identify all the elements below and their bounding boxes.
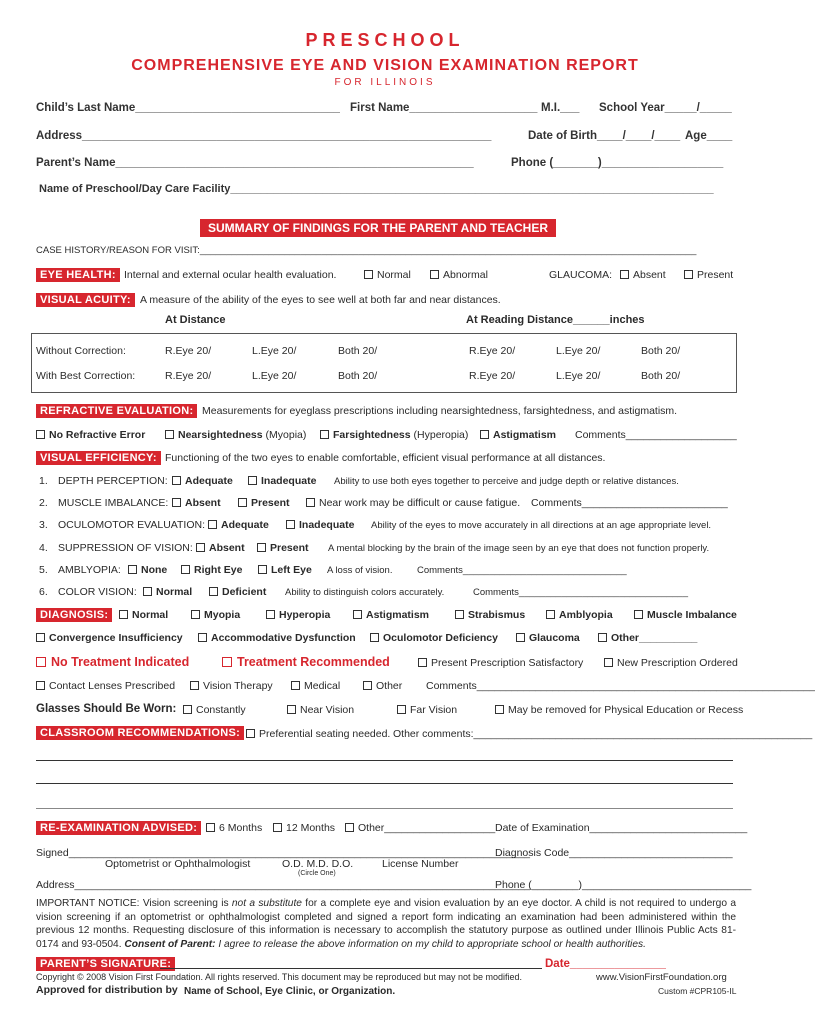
checkbox-icon bbox=[257, 543, 266, 552]
both-reading-with[interactable]: Both 20/ bbox=[641, 370, 681, 382]
option-label: No Treatment Indicated bbox=[51, 655, 190, 669]
option-label: No Refractive Error bbox=[49, 429, 146, 441]
checkbox-icon bbox=[273, 823, 282, 832]
option-label: Oculomotor Deficiency bbox=[383, 632, 498, 644]
checkbox-icon bbox=[196, 543, 205, 552]
checkbox-icon bbox=[119, 610, 128, 619]
diagnosis-astigmatism-checkbox[interactable] bbox=[353, 609, 429, 621]
option-label: 6 Months bbox=[219, 822, 263, 834]
farsightedness-checkbox[interactable] bbox=[320, 429, 468, 441]
option-label: Far Vision bbox=[410, 704, 458, 716]
option-label: Preferential seating needed. bbox=[259, 728, 391, 740]
suppression-present-checkbox[interactable] bbox=[257, 542, 309, 554]
glasses-far-checkbox[interactable] bbox=[397, 704, 457, 716]
refractive-desc: Measurements for eyeglass prescriptions including nearsightedness, farsightedness, and astigmatism. bbox=[202, 405, 678, 417]
approved-label: Approved for distribution by bbox=[36, 984, 178, 996]
optometrist-caption: Optometrist or Ophthalmologist bbox=[105, 858, 251, 870]
diagnosis-code-field[interactable]: Diagnosis Code____________________________ bbox=[495, 847, 733, 859]
last-name-field[interactable]: Child’s Last Name________________________________ bbox=[36, 102, 340, 114]
no-treatment-checkbox[interactable] bbox=[36, 655, 189, 669]
diagnosis-glaucoma-checkbox[interactable] bbox=[516, 632, 580, 644]
reye-reading-with[interactable]: R.Eye 20/ bbox=[469, 370, 516, 382]
depth-desc: Ability to use both eyes together to perceive and judge depth or relative distances. bbox=[334, 476, 679, 487]
oculomotor-label: OCULOMOTOR EVALUATION: bbox=[58, 519, 206, 531]
checkbox-icon bbox=[209, 587, 218, 596]
checkbox-icon bbox=[364, 270, 373, 279]
muscle-comments-field[interactable]: Comments_________________________ bbox=[531, 497, 728, 509]
suppression-desc: A mental blocking by the brain of the image seen by an eye that does not function properly. bbox=[328, 543, 710, 554]
doctor-phone-field[interactable]: Phone (________)_____________________________ bbox=[495, 879, 752, 891]
muscle-imbalance-label: MUSCLE IMBALANCE: bbox=[58, 497, 169, 509]
visual-efficiency-desc: Functioning of the two eyes to enable comfortable, efficient visual performance at all distances. bbox=[165, 452, 606, 464]
checkbox-icon bbox=[165, 430, 174, 439]
checkbox-icon bbox=[190, 681, 199, 690]
option-label: Glaucoma bbox=[529, 632, 580, 644]
option-label: Medical bbox=[304, 680, 341, 692]
muscle-absent-checkbox[interactable] bbox=[172, 497, 221, 509]
no-refractive-error-checkbox[interactable] bbox=[36, 429, 145, 441]
diagnosis-tag: DIAGNOSIS: bbox=[36, 608, 112, 622]
checkbox-icon bbox=[143, 587, 152, 596]
color-comments-field[interactable]: Comments________________________________ bbox=[473, 587, 688, 598]
option-label: Constantly bbox=[196, 704, 246, 716]
re-examination-tag: RE-EXAMINATION ADVISED: bbox=[36, 821, 201, 835]
option-label: Muscle Imbalance bbox=[647, 609, 737, 621]
glasses-label: Glasses Should Be Worn: bbox=[36, 703, 177, 715]
diagnosis-other-checkbox[interactable] bbox=[598, 632, 697, 644]
website-link[interactable]: www.VisionFirstFoundation.org bbox=[596, 972, 727, 983]
checkbox-icon bbox=[258, 565, 267, 574]
parents-signature-tag: PARENT’S SIGNATURE: bbox=[36, 957, 175, 971]
checkbox-icon bbox=[306, 498, 315, 507]
eye-health-tag: EYE HEALTH: bbox=[36, 268, 120, 282]
checkbox-icon bbox=[430, 270, 439, 279]
parent-date-field[interactable]: Date_______________ bbox=[545, 958, 666, 970]
checkbox-icon bbox=[363, 681, 372, 690]
checkbox-icon bbox=[222, 657, 232, 667]
refractive-evaluation-tag: REFRACTIVE EVALUATION: bbox=[36, 404, 197, 418]
section-divider bbox=[36, 808, 733, 809]
checkbox-icon bbox=[248, 476, 257, 485]
option-label: New Prescription Ordered bbox=[617, 657, 738, 669]
option-label: None bbox=[141, 564, 168, 576]
degree-options[interactable]: O.D. M.D. D.O. bbox=[282, 858, 354, 870]
option-label: Farsightedness bbox=[333, 429, 411, 441]
color-deficient-checkbox[interactable] bbox=[209, 586, 266, 598]
reexam-6-months-checkbox[interactable] bbox=[206, 822, 262, 834]
option-label: Near Vision bbox=[300, 704, 355, 716]
option-label: 12 Months bbox=[286, 822, 336, 834]
both-distance-without[interactable]: Both 20/ bbox=[338, 345, 378, 357]
summary-heading: SUMMARY OF FINDINGS FOR THE PARENT AND TEACHER bbox=[200, 219, 556, 237]
checkbox-icon bbox=[418, 658, 427, 667]
notice-emphasis: not a substitute bbox=[231, 898, 302, 909]
option-label: Adequate bbox=[221, 519, 269, 531]
checkbox-icon bbox=[495, 705, 504, 714]
depth-inadequate-checkbox[interactable] bbox=[248, 475, 316, 487]
preferential-seating-checkbox[interactable] bbox=[246, 728, 390, 740]
option-label: Present bbox=[697, 269, 734, 281]
option-label: Vision Therapy bbox=[203, 680, 273, 692]
checkbox-icon bbox=[206, 823, 215, 832]
glaucoma-label: GLAUCOMA: bbox=[549, 269, 613, 281]
checkbox-icon bbox=[634, 610, 643, 619]
option-label: Amblyopia bbox=[559, 609, 613, 621]
notice-text: for a complete eye and vision evaluation by an eye doctor. A child is not required to undergo a vision screening if an optometrist or ophthalmologist completed and signed a report form indicating an examination had been administered within the previous 12 months. Requesting disclosure of this information is necessary to accomplish the statutory purpose as outlined under Illinois Public Acts 81-0174 and 93-0504. bbox=[36, 898, 736, 950]
amblyopia-left-eye-checkbox[interactable] bbox=[258, 564, 312, 576]
leye-reading-with[interactable]: L.Eye 20/ bbox=[556, 370, 601, 382]
leye-distance-with[interactable]: L.Eye 20/ bbox=[252, 370, 297, 382]
oculomotor-inadequate-checkbox[interactable] bbox=[286, 519, 354, 531]
present-prescription-checkbox[interactable] bbox=[418, 657, 583, 669]
glaucoma-present-checkbox[interactable] bbox=[684, 269, 733, 281]
option-label: Inadequate bbox=[261, 475, 317, 487]
reye-reading-without[interactable]: R.Eye 20/ bbox=[469, 345, 516, 357]
diagnosis-muscle-imbalance-checkbox[interactable] bbox=[634, 609, 737, 621]
consent-heading: Consent of Parent: bbox=[124, 938, 216, 950]
option-label: Absent bbox=[185, 497, 221, 509]
comment-line[interactable] bbox=[36, 783, 733, 784]
acuity-table bbox=[31, 333, 737, 393]
checkbox-icon bbox=[516, 633, 525, 642]
checkbox-icon bbox=[480, 430, 489, 439]
option-label: Contact Lenses Prescribed bbox=[49, 680, 176, 692]
option-sublabel: (Myopia) bbox=[265, 429, 307, 441]
item-number: 5. bbox=[39, 564, 48, 576]
item-number: 4. bbox=[39, 542, 48, 554]
depth-adequate-checkbox[interactable] bbox=[172, 475, 233, 487]
checkbox-icon bbox=[287, 705, 296, 714]
first-name-field[interactable]: First Name____________________ bbox=[350, 102, 538, 114]
item-number: 3. bbox=[39, 519, 48, 531]
age-field[interactable]: Age____ bbox=[685, 130, 733, 142]
new-prescription-checkbox[interactable] bbox=[604, 657, 738, 669]
treatment-recommended-checkbox[interactable] bbox=[222, 655, 390, 669]
checkbox-icon bbox=[36, 681, 45, 690]
suppression-label: SUPPRESSION OF VISION: bbox=[58, 542, 193, 554]
circle-one-caption: (Circle One) bbox=[298, 870, 336, 877]
glasses-constantly-checkbox[interactable] bbox=[183, 704, 246, 716]
checkbox-icon bbox=[397, 705, 406, 714]
important-notice bbox=[36, 897, 736, 951]
glasses-near-checkbox[interactable] bbox=[287, 704, 354, 716]
glaucoma-absent-checkbox[interactable] bbox=[620, 269, 666, 281]
signed-field[interactable]: Signed_______________________________________________________________________________ bbox=[36, 847, 531, 859]
checkbox-icon bbox=[172, 498, 181, 507]
checkbox-icon bbox=[620, 270, 629, 279]
depth-perception-label: DEPTH PERCEPTION: bbox=[58, 475, 168, 487]
option-label: Accommodative Dysfunction bbox=[211, 632, 356, 644]
astigmatism-checkbox[interactable] bbox=[480, 429, 556, 441]
option-label: Treatment Recommended bbox=[237, 655, 390, 669]
checkbox-icon bbox=[320, 430, 329, 439]
checkbox-icon bbox=[455, 610, 464, 619]
reye-distance-with[interactable]: R.Eye 20/ bbox=[165, 370, 212, 382]
checkbox-icon bbox=[546, 610, 555, 619]
checkbox-icon bbox=[684, 270, 693, 279]
eye-health-normal-checkbox[interactable] bbox=[364, 269, 411, 281]
option-label: Adequate bbox=[185, 475, 233, 487]
option-label: Present bbox=[270, 542, 309, 554]
option-label: Astigmatism bbox=[366, 609, 430, 621]
checkbox-icon bbox=[36, 430, 45, 439]
checkbox-icon bbox=[36, 633, 45, 642]
option-label: Other bbox=[376, 680, 403, 692]
doctor-address-field[interactable]: Address______________________________________________________________________________ bbox=[36, 879, 531, 891]
muscle-present-checkbox[interactable] bbox=[238, 497, 290, 509]
diagnosis-convergence-checkbox[interactable] bbox=[36, 632, 183, 644]
both-distance-with[interactable]: Both 20/ bbox=[338, 370, 378, 382]
color-vision-label: COLOR VISION: bbox=[58, 586, 137, 598]
contact-lenses-checkbox[interactable] bbox=[36, 680, 175, 692]
refractive-comments-field[interactable]: Comments___________________ bbox=[575, 429, 737, 441]
option-label: Right Eye bbox=[194, 564, 243, 576]
diagnosis-strabismus-checkbox[interactable] bbox=[455, 609, 525, 621]
checkbox-icon bbox=[208, 520, 217, 529]
date-of-birth-field[interactable]: Date of Birth____/____/____ bbox=[528, 130, 681, 142]
phone-field[interactable]: Phone (_______)___________________ bbox=[511, 157, 724, 169]
checkbox-icon bbox=[181, 565, 190, 574]
option-label: Convergence Insufficiency bbox=[49, 632, 183, 644]
diagnosis-normal-checkbox[interactable] bbox=[119, 609, 168, 621]
checkbox-icon bbox=[266, 610, 275, 619]
option-sublabel: (Hyperopia) bbox=[413, 429, 469, 441]
reexam-12-months-checkbox[interactable] bbox=[273, 822, 335, 834]
eye-health-abnormal-checkbox[interactable] bbox=[430, 269, 488, 281]
nearsightedness-checkbox[interactable] bbox=[165, 429, 306, 441]
leye-distance-without[interactable]: L.Eye 20/ bbox=[252, 345, 297, 357]
address-field[interactable]: Address________________________________________________________________ bbox=[36, 130, 492, 142]
option-label: Other___________________ bbox=[358, 822, 496, 834]
option-label: Astigmatism bbox=[493, 429, 557, 441]
visual-efficiency-tag: VISUAL EFFICIENCY: bbox=[36, 451, 161, 465]
at-reading-distance-heading[interactable]: At Reading Distance______inches bbox=[466, 314, 645, 326]
checkbox-icon bbox=[246, 729, 255, 738]
checkbox-icon bbox=[183, 705, 192, 714]
item-number: 1. bbox=[39, 475, 48, 487]
date-of-examination-field[interactable]: Date of Examination___________________________ bbox=[495, 822, 748, 834]
option-label: Normal bbox=[132, 609, 169, 621]
form-title: PRESCHOOL bbox=[305, 30, 465, 50]
option-label: Inadequate bbox=[299, 519, 355, 531]
glasses-pe-checkbox[interactable] bbox=[495, 704, 743, 716]
option-label: Normal bbox=[377, 269, 411, 281]
option-label: Absent bbox=[633, 269, 666, 281]
option-label: Other__________ bbox=[611, 632, 698, 644]
custom-form-code: Custom #CPR105-IL bbox=[658, 986, 737, 996]
at-distance-heading: At Distance bbox=[165, 314, 226, 326]
color-desc: Ability to distinguish colors accurately. bbox=[285, 587, 445, 598]
amblyopia-none-checkbox[interactable] bbox=[128, 564, 167, 576]
checkbox-icon bbox=[128, 565, 137, 574]
option-label: Abnormal bbox=[443, 269, 488, 281]
option-label: Present bbox=[251, 497, 290, 509]
checkbox-icon bbox=[198, 633, 207, 642]
reexam-other-checkbox[interactable] bbox=[345, 822, 495, 834]
option-label: May be removed for Physical Education or Recess bbox=[508, 704, 744, 716]
item-number: 6. bbox=[39, 586, 48, 598]
checkbox-icon bbox=[345, 823, 354, 832]
classroom-other-comments-field[interactable]: Other comments:__________________________________________________________ bbox=[393, 728, 813, 740]
option-label: Hyperopia bbox=[279, 609, 331, 621]
oculomotor-desc: Ability of the eyes to move accurately in all directions at an age appropriate level. bbox=[371, 520, 712, 531]
option-label: Normal bbox=[156, 586, 193, 598]
option-label: Absent bbox=[209, 542, 245, 554]
case-history-field[interactable]: CASE HISTORY/REASON FOR VISIT:______________________________________________________________________________________________ bbox=[36, 245, 697, 256]
approved-by-org: Name of School, Eye Clinic, or Organization. bbox=[184, 986, 396, 997]
diagnosis-hyperopia-checkbox[interactable] bbox=[266, 609, 330, 621]
checkbox-icon bbox=[370, 633, 379, 642]
oculomotor-adequate-checkbox[interactable] bbox=[208, 519, 269, 531]
license-number-caption: License Number bbox=[382, 858, 459, 870]
checkbox-icon bbox=[286, 520, 295, 529]
consent-text: I agree to release the above information on my child to appropriate school or health authorities. bbox=[215, 938, 646, 950]
item-number: 2. bbox=[39, 497, 48, 509]
visual-acuity-tag: VISUAL ACUITY: bbox=[36, 293, 135, 307]
notice-text: IMPORTANT NOTICE: Vision screening is bbox=[36, 898, 232, 909]
amblyopia-label: AMBLYOPIA: bbox=[58, 564, 121, 576]
option-label: Near work may be difficult or cause fatigue. bbox=[319, 497, 521, 509]
medical-checkbox[interactable] bbox=[291, 680, 340, 692]
visual-acuity-desc: A measure of the ability of the eyes to see well at both far and near distances. bbox=[140, 294, 501, 306]
option-label: Present Prescription Satisfactory bbox=[431, 657, 584, 669]
treatment-other-checkbox[interactable] bbox=[363, 680, 402, 692]
checkbox-icon bbox=[291, 681, 300, 690]
option-label: Left Eye bbox=[271, 564, 312, 576]
with-best-correction-label: With Best Correction: bbox=[36, 370, 136, 382]
checkbox-icon bbox=[598, 633, 607, 642]
diagnosis-myopia-checkbox[interactable] bbox=[191, 609, 240, 621]
muscle-note-checkbox[interactable] bbox=[306, 497, 520, 509]
without-correction-label: Without Correction: bbox=[36, 345, 126, 357]
copyright-text: Copyright © 2008 Vision First Foundation. All rights reserved. This document may be reproduced but may not be modified. bbox=[36, 972, 523, 982]
diagnosis-oculomotor-checkbox[interactable] bbox=[370, 632, 498, 644]
checkbox-icon bbox=[604, 658, 613, 667]
suppression-absent-checkbox[interactable] bbox=[196, 542, 245, 554]
leye-reading-without[interactable]: L.Eye 20/ bbox=[556, 345, 601, 357]
checkbox-icon bbox=[191, 610, 200, 619]
form-state: FOR ILLINOIS bbox=[334, 77, 436, 88]
option-label: Myopia bbox=[204, 609, 241, 621]
both-reading-without[interactable]: Both 20/ bbox=[641, 345, 681, 357]
amblyopia-right-eye-checkbox[interactable] bbox=[181, 564, 242, 576]
option-label: Deficient bbox=[222, 586, 267, 598]
middle-initial-field[interactable]: M.I.___ bbox=[541, 102, 580, 114]
treatment-comments-field[interactable]: Comments__________________________________________________________ bbox=[426, 680, 815, 692]
checkbox-icon bbox=[238, 498, 247, 507]
form-subtitle: COMPREHENSIVE EYE AND VISION EXAMINATION REPORT bbox=[131, 57, 639, 74]
classroom-recommendations-tag: CLASSROOM RECOMMENDATIONS: bbox=[36, 726, 244, 740]
checkbox-icon bbox=[353, 610, 362, 619]
preschool-name-field[interactable]: Name of Preschool/Day Care Facility_______________________________________________________________________________ bbox=[39, 183, 714, 195]
checkbox-icon bbox=[36, 657, 46, 667]
school-year-field[interactable]: School Year_____/_____ bbox=[599, 102, 732, 114]
amblyopia-comments-field[interactable]: Comments_______________________________ bbox=[417, 565, 627, 576]
comment-line[interactable] bbox=[36, 760, 733, 761]
parent-name-field[interactable]: Parent’s Name________________________________________________________ bbox=[36, 157, 474, 169]
amblyopia-desc: A loss of vision. bbox=[327, 565, 393, 576]
color-normal-checkbox[interactable] bbox=[143, 586, 192, 598]
diagnosis-amblyopia-checkbox[interactable] bbox=[546, 609, 613, 621]
parent-signature-line[interactable] bbox=[160, 968, 542, 969]
vision-therapy-checkbox[interactable] bbox=[190, 680, 273, 692]
eye-health-desc: Internal and external ocular health evaluation. bbox=[124, 269, 337, 281]
diagnosis-accommodative-checkbox[interactable] bbox=[198, 632, 356, 644]
reye-distance-without[interactable]: R.Eye 20/ bbox=[165, 345, 212, 357]
checkbox-icon bbox=[172, 476, 181, 485]
option-label: Strabismus bbox=[468, 609, 526, 621]
option-label: Nearsightedness bbox=[178, 429, 263, 441]
